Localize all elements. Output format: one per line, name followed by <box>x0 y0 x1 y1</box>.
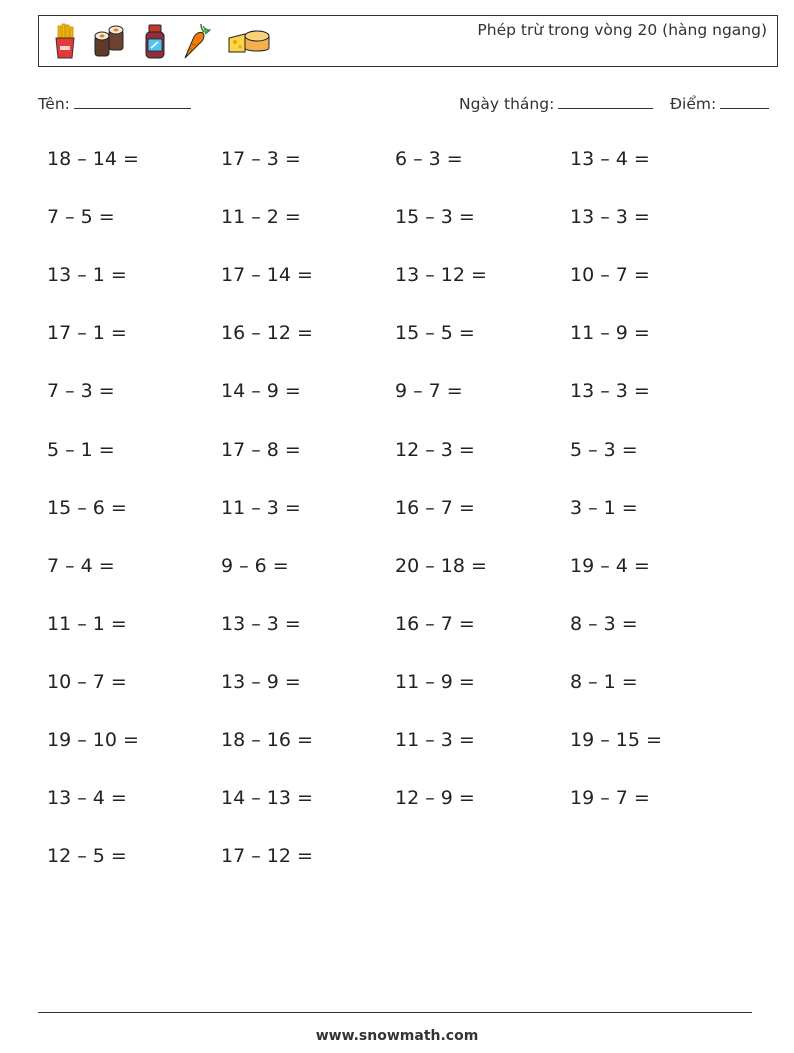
problem-item: 14 – 13 = <box>221 787 313 809</box>
problem-item: 10 – 7 = <box>570 264 650 286</box>
problem-item: 12 – 5 = <box>47 845 127 867</box>
problem-item: 12 – 9 = <box>395 787 475 809</box>
problem-item: 16 – 12 = <box>221 322 313 344</box>
problem-item: 17 – 14 = <box>221 264 313 286</box>
problem-item: 17 – 12 = <box>221 845 313 867</box>
score-label: Điểm: <box>670 95 717 113</box>
problem-item: 7 – 3 = <box>47 380 115 402</box>
footer-url: www.snowmath.com <box>315 1028 479 1044</box>
problem-item: 10 – 7 = <box>47 671 127 693</box>
date-blank[interactable] <box>558 94 653 109</box>
problem-item: 5 – 3 = <box>570 439 638 461</box>
problem-item: 13 – 3 = <box>570 380 650 402</box>
problem-item: 19 – 10 = <box>47 729 139 751</box>
problem-item: 19 – 4 = <box>570 555 650 577</box>
problem-item: 13 – 3 = <box>570 206 650 228</box>
problem-item: 14 – 9 = <box>221 380 301 402</box>
problem-item: 17 – 3 = <box>221 148 301 170</box>
footer-divider <box>38 1012 752 1013</box>
problem-item: 13 – 4 = <box>570 148 650 170</box>
problem-item: 15 – 5 = <box>395 322 475 344</box>
problem-item: 8 – 1 = <box>570 671 638 693</box>
problem-item: 5 – 1 = <box>47 439 115 461</box>
name-field <box>38 94 191 113</box>
score-blank[interactable] <box>720 94 769 109</box>
problem-item: 6 – 3 = <box>395 148 463 170</box>
problem-item: 13 – 12 = <box>395 264 487 286</box>
problem-item: 16 – 7 = <box>395 497 475 519</box>
problem-item: 18 – 14 = <box>47 148 139 170</box>
problem-item: 20 – 18 = <box>395 555 487 577</box>
worksheet-title: Phép trừ trong vòng 20 (hàng ngang) <box>477 21 767 39</box>
problem-item: 17 – 1 = <box>47 322 127 344</box>
header-box <box>38 15 778 67</box>
problem-item: 8 – 3 = <box>570 613 638 635</box>
carrot-icon <box>181 22 213 62</box>
date-field <box>459 94 653 113</box>
sushi-roll-icon <box>91 22 127 62</box>
problem-item: 19 – 7 = <box>570 787 650 809</box>
problem-item: 11 – 9 = <box>570 322 650 344</box>
problem-item: 13 – 4 = <box>47 787 127 809</box>
problem-item: 9 – 6 = <box>221 555 289 577</box>
problem-item: 7 – 5 = <box>47 206 115 228</box>
name-blank[interactable] <box>74 94 191 109</box>
cheese-icon <box>225 22 271 62</box>
problem-item: 13 – 1 = <box>47 264 127 286</box>
problem-item: 13 – 9 = <box>221 671 301 693</box>
problem-item: 18 – 16 = <box>221 729 313 751</box>
problem-item: 7 – 4 = <box>47 555 115 577</box>
problem-item: 3 – 1 = <box>570 497 638 519</box>
problem-item: 9 – 7 = <box>395 380 463 402</box>
problem-item: 13 – 3 = <box>221 613 301 635</box>
problem-item: 15 – 3 = <box>395 206 475 228</box>
jam-jar-icon <box>141 22 169 62</box>
problem-item: 11 – 3 = <box>221 497 301 519</box>
problem-item: 19 – 15 = <box>570 729 662 751</box>
problem-item: 11 – 3 = <box>395 729 475 751</box>
problem-item: 16 – 7 = <box>395 613 475 635</box>
problem-item: 11 – 2 = <box>221 206 301 228</box>
problem-item: 11 – 1 = <box>47 613 127 635</box>
problem-item: 12 – 3 = <box>395 439 475 461</box>
score-field <box>670 94 769 113</box>
problem-item: 15 – 6 = <box>47 497 127 519</box>
name-label: Tên: <box>38 95 70 113</box>
french-fries-icon <box>51 22 79 62</box>
problem-item: 17 – 8 = <box>221 439 301 461</box>
problem-item: 11 – 9 = <box>395 671 475 693</box>
date-label: Ngày tháng: <box>459 95 555 113</box>
